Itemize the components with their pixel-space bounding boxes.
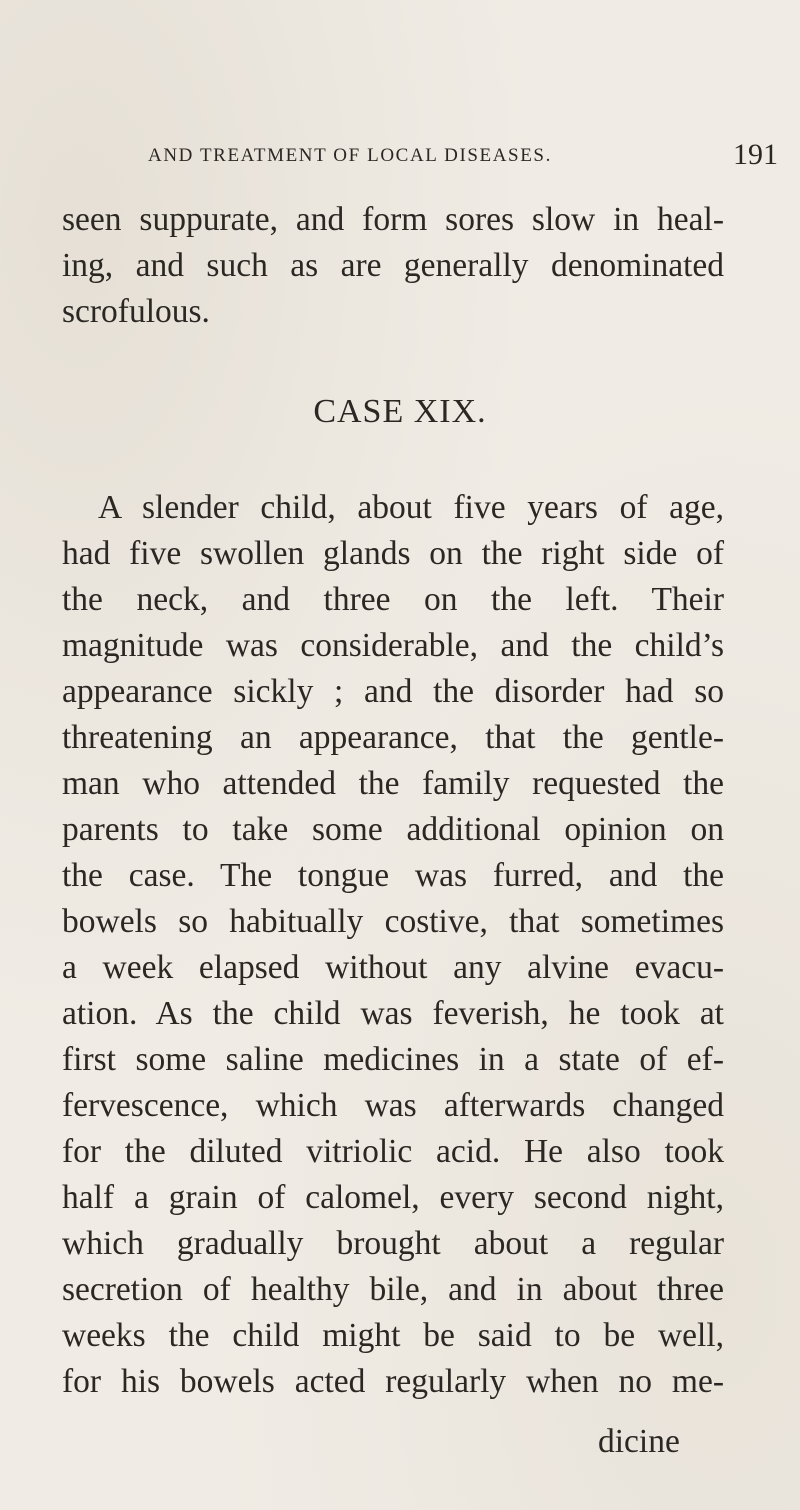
text-line: fervescence, which was afterwards changed — [62, 1087, 724, 1124]
text-line: magnitude was considerable, and the child’s — [62, 627, 724, 664]
text-line: bowels so habitually costive, that sometimes — [62, 903, 724, 940]
text-line: seen suppurate, and form sores slow in heal- — [62, 201, 724, 238]
case-heading: CASE XIX. — [313, 393, 487, 430]
text-line: a week elapsed without any alvine evacu- — [62, 949, 724, 986]
text-line: A slender child, about five years of age, — [98, 489, 724, 526]
page-number: 191 — [733, 138, 778, 171]
text-line: the case. The tongue was furred, and the — [62, 857, 724, 894]
text-line: ing, and such as are generally denominated — [62, 247, 724, 284]
running-head-title: AND TREATMENT OF LOCAL DISEASES. — [148, 145, 552, 166]
text-line: man who attended the family requested the — [62, 765, 724, 802]
text-line: secretion of healthy bile, and in about three — [62, 1271, 724, 1308]
text-line: half a grain of calomel, every second night, — [62, 1179, 724, 1216]
running-head — [148, 138, 778, 184]
text-line: first some saline medicines in a state of ef- — [62, 1041, 724, 1078]
text-line: threatening an appearance, that the gentle- — [62, 719, 724, 756]
text-line: scrofulous. — [62, 293, 210, 330]
text-line: appearance sickly ; and the disorder had so — [62, 673, 724, 710]
text-line: the neck, and three on the left. Their — [62, 581, 724, 618]
text-line: parents to take some additional opinion on — [62, 811, 724, 848]
text-line: weeks the child might be said to be well, — [62, 1317, 724, 1354]
text-line: had five swollen glands on the right side of — [62, 535, 724, 572]
text-line: ation. As the child was feverish, he took at — [62, 995, 724, 1032]
text-line: which gradually brought about a regular — [62, 1225, 724, 1262]
text-line: for the diluted vitriolic acid. He also took — [62, 1133, 724, 1170]
catchword: dicine — [598, 1423, 680, 1460]
text-line: for his bowels acted regularly when no me- — [62, 1363, 724, 1400]
